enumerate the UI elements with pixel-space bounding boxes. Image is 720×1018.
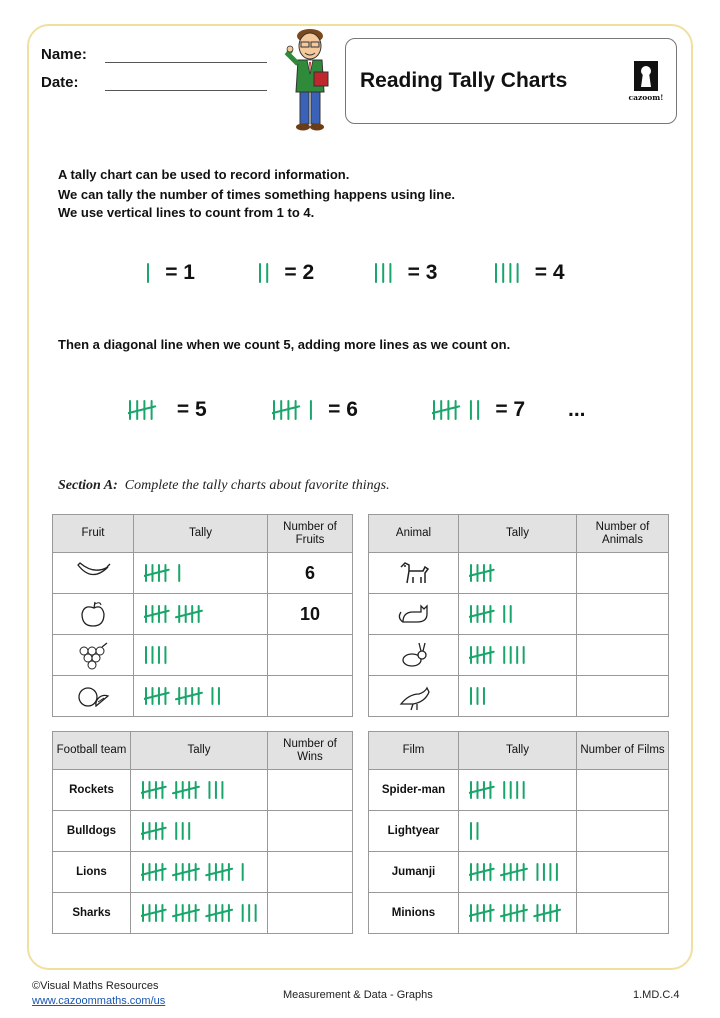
tally-example-value: = 6 [328,398,358,421]
number-answer-cell[interactable]: 10 [268,594,353,635]
tally-marks [144,605,214,623]
dog-icon [395,557,433,589]
bird-icon [395,680,433,712]
tally-cell [131,893,268,934]
tally-example-value: = 2 [284,261,315,284]
intro-line-3: We use vertical lines to count from 1 to 4. [58,205,315,220]
date-label: Date: [41,74,79,91]
table-row [53,594,353,635]
tally-marks [469,564,506,582]
number-answer-cell[interactable] [577,553,669,594]
column-header-fruit: Fruit [53,515,134,553]
section-a-label: Section A: [58,478,118,493]
tally-marks [469,822,486,840]
item-icon-cell [53,553,134,594]
tally-marks [141,781,231,799]
item-name: Minions [369,893,459,934]
column-header-number: Number of Films [577,732,669,770]
tally-marks [469,863,565,881]
tally-cell [459,893,577,934]
tally-marks [144,564,188,582]
tally-marks [432,400,487,420]
tally-cell [459,553,577,594]
tally-marks [146,263,157,283]
table-row [369,594,669,635]
item-name: Spider-man [369,770,459,811]
tally-cell [459,676,577,717]
intro-line-1: A tally chart can be used to record information. [58,167,350,182]
tally-example [272,398,358,422]
table-row [53,852,353,893]
column-header-tally: Tally [459,515,577,553]
footer-standard-code: 1.MD.C.4 [633,989,680,1001]
rabbit-icon [395,639,433,671]
table-row [53,811,353,852]
tally-cell [459,811,577,852]
animal-tally-table [368,514,669,717]
table-row [369,852,669,893]
name-label: Name: [41,46,87,63]
item-name: Lightyear [369,811,459,852]
number-answer-cell[interactable]: 6 [268,553,353,594]
column-header-tally: Tally [131,732,268,770]
item-name: Rockets [53,770,131,811]
name-line [105,62,267,63]
table-row [369,770,669,811]
tally-marks [141,904,264,922]
grapes-icon [74,639,112,671]
tally-cell [459,852,577,893]
tally-example-value: = 7 [495,398,526,421]
banana-icon [74,557,112,589]
tally-cell [134,676,268,717]
tally-marks [494,263,527,283]
number-answer-cell[interactable] [577,893,669,934]
title-box [345,38,677,124]
section-a-instruction: Complete the tally charts about favorite things. [124,478,390,493]
item-name: Jumanji [369,852,459,893]
tally-example [128,398,207,422]
apple-icon [74,598,112,630]
tally-cell [134,594,268,635]
number-answer-cell[interactable] [577,852,669,893]
tally-marks [469,904,573,922]
table-row [369,893,669,934]
table-row [53,635,353,676]
tally-example-value: = 1 [165,261,195,284]
tally-marks [144,687,227,705]
page-title: Reading Tally Charts [360,69,568,92]
tally-example [258,261,314,285]
table-row [369,635,669,676]
intro-line-4: Then a diagonal line when we count 5, adding more lines as we count on. [58,337,511,352]
intro-line-2: We can tally the number of times something happens using line. [58,187,456,202]
tally-marks [258,263,276,283]
column-header-tally: Tally [459,732,577,770]
footer-copyright: ©Visual Maths Resources [32,980,159,992]
number-answer-cell[interactable] [577,676,669,717]
column-header-number: Number of Animals [577,515,669,553]
tally-marks [469,687,492,705]
item-icon-cell [369,594,459,635]
tally-marks [141,822,198,840]
number-answer-cell[interactable] [268,893,353,934]
number-answer-cell[interactable] [268,770,353,811]
table-row [369,811,669,852]
tally-cell [134,635,268,676]
tally-marks [144,646,174,664]
number-answer-cell[interactable] [268,635,353,676]
cat-icon [395,598,433,630]
tally-example [494,261,565,285]
brand-text: cazoom! [628,93,664,102]
item-icon-cell [53,594,134,635]
column-header-film: Film [369,732,459,770]
orange-icon [74,680,112,712]
column-header-tally: Tally [134,515,268,553]
table-row [369,553,669,594]
ellipsis: ... [568,398,586,421]
tally-example [432,398,525,422]
column-header-number: Number of Fruits [268,515,353,553]
tally-cell [134,553,268,594]
tally-marks [469,781,532,799]
table-row [53,553,353,594]
film-tally-table [368,731,669,934]
number-answer-cell[interactable] [268,676,353,717]
cazoom-logo [624,59,668,103]
tally-cell [459,594,577,635]
number-answer-cell[interactable] [577,770,669,811]
tally-marks [141,863,251,881]
date-line [105,90,267,91]
fruit-tally-table [52,514,353,717]
item-icon-cell [369,635,459,676]
tally-example-value: = 4 [534,261,565,284]
tally-example-value: = 3 [407,261,438,284]
table-row [53,676,353,717]
table-row [53,770,353,811]
tally-marks [374,263,400,283]
tally-example-value: = 5 [176,398,207,421]
item-icon-cell [53,635,134,676]
column-header-number: Number of Wins [268,732,353,770]
column-header-football-team: Football team [53,732,131,770]
item-name: Bulldogs [53,811,131,852]
footer-link[interactable]: www.cazoommaths.com/us [32,995,166,1007]
teacher-illustration [282,26,338,134]
tally-example [146,261,195,285]
tally-cell [131,852,268,893]
footer-topic: Measurement & Data - Graphs [283,989,433,1001]
tally-marks [128,400,169,420]
table-row [369,676,669,717]
tally-cell [459,770,577,811]
number-answer-cell[interactable] [577,811,669,852]
keyhole-icon [624,59,668,93]
item-name: Lions [53,852,131,893]
item-icon-cell [369,553,459,594]
column-header-animal: Animal [369,515,459,553]
item-icon-cell [369,676,459,717]
tally-example [374,261,437,285]
football-tally-table [52,731,353,934]
tally-cell [459,635,577,676]
number-answer-cell[interactable] [577,635,669,676]
tally-cell [131,811,268,852]
tally-cell [131,770,268,811]
tally-marks [469,646,532,664]
number-answer-cell[interactable] [577,594,669,635]
number-answer-cell[interactable] [268,811,353,852]
number-answer-cell[interactable] [268,852,353,893]
item-icon-cell [53,676,134,717]
tally-marks [272,400,320,420]
item-name: Sharks [53,893,131,934]
section-a-heading [58,478,390,494]
tally-marks [469,605,519,623]
table-row [53,893,353,934]
